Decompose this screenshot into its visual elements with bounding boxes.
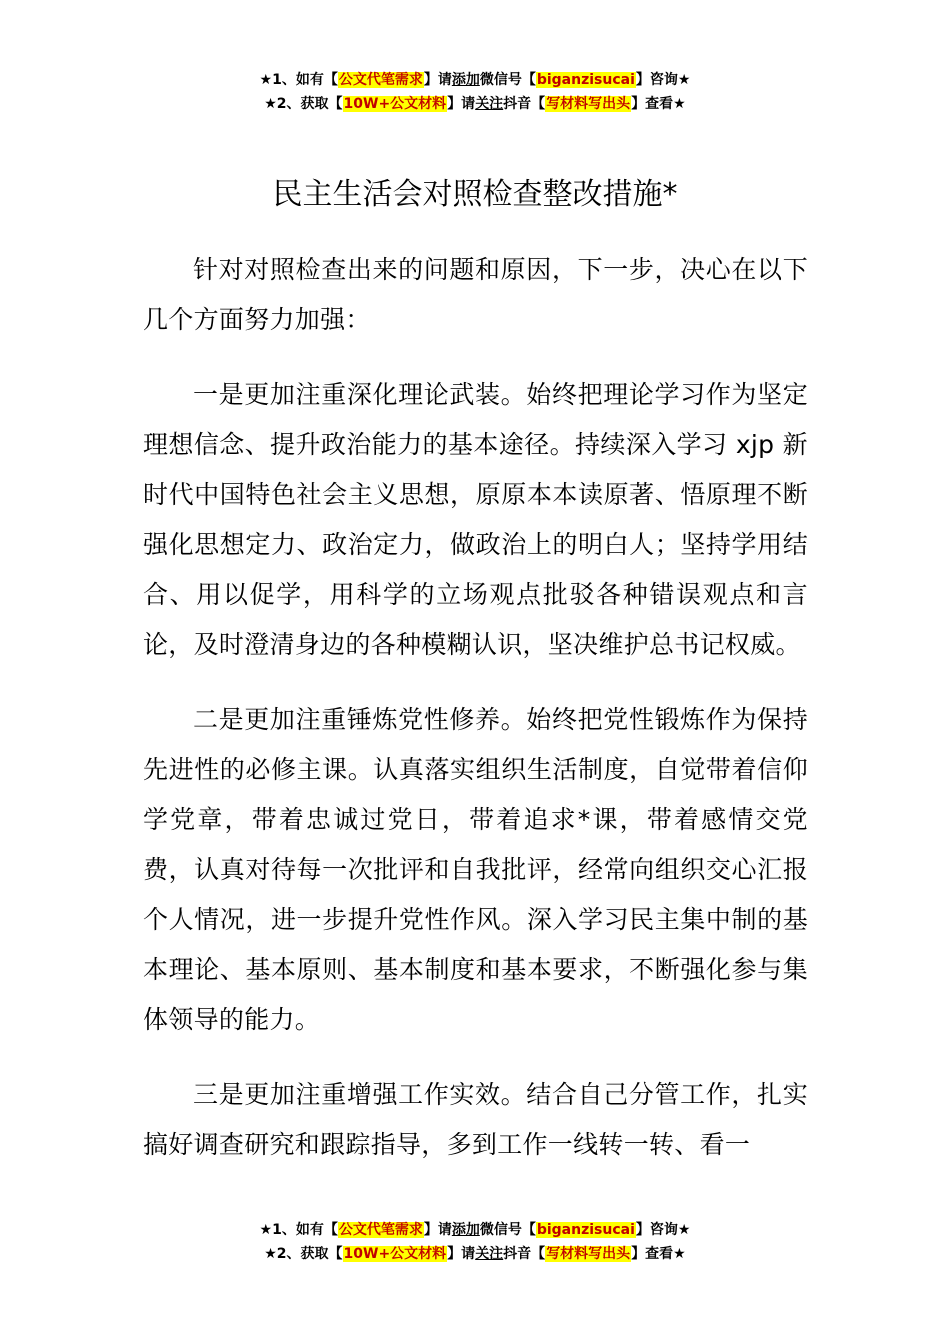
banner-line-2-suffix: 】查看★ xyxy=(631,96,686,112)
bottom-banner-line-2 xyxy=(0,1242,950,1266)
bottom-banner-line-2-mid2: 抖音【 xyxy=(503,1246,546,1262)
banner-line-1 xyxy=(0,68,950,92)
paragraph-three: 三是更加注重增强工作实效。结合自己分管工作，扎实搞好调查研究和跟踪指导，多到工作一线转一转、看一 xyxy=(143,1080,808,1159)
bottom-banner-line-1-highlight-service: 公文代笔需求 xyxy=(338,1222,423,1238)
banner-line-2 xyxy=(0,92,950,116)
banner-line-2-prefix: ★2、获取【 xyxy=(264,96,343,112)
bottom-banner-line-2-underline: 关注 xyxy=(475,1246,504,1262)
document-body xyxy=(143,245,808,1195)
banner-line-1-prefix: ★1、如有【 xyxy=(259,72,338,88)
bottom-banner-line-1-mid2: 微信号【 xyxy=(479,1222,536,1238)
banner-line-2-highlight-douyin: 写材料写出头 xyxy=(546,96,631,112)
bottom-banner-line-2-prefix: ★2、获取【 xyxy=(264,1246,343,1262)
banner-line-2-mid2: 抖音【 xyxy=(503,96,546,112)
bottom-banner-line-2-highlight-douyin: 写材料写出头 xyxy=(546,1246,631,1262)
bottom-banner-line-1-suffix: 】咨询★ xyxy=(635,1222,691,1238)
banner-line-2-mid: 】请 xyxy=(447,96,476,112)
paragraph-one: 一是更加注重深化理论武装。始终把理论学习作为坚定理想信念、提升政治能力的基本途径。持续深入学习 xjp 新时代中国特色社会主义思想，原原本本读原著、悟原理不断强化思想定力、政治定力，做政治上的明白人；坚持学用结合、用以促学，用科学的立场观点批驳各种错误观点和言论，及时澄清身边的各种模糊认识，坚决维护总书记权威。 xyxy=(143,380,808,659)
bottom-banner xyxy=(0,1218,950,1266)
banner-line-2-underline: 关注 xyxy=(475,96,504,112)
bottom-banner-line-1-prefix: ★1、如有【 xyxy=(259,1222,338,1238)
banner-line-1-highlight-wechat: biganzisucai xyxy=(536,72,635,88)
bottom-banner-line-2-suffix: 】查看★ xyxy=(631,1246,686,1262)
banner-line-1-underline: 添加 xyxy=(451,72,480,88)
bottom-banner-line-1-underline: 添加 xyxy=(451,1222,480,1238)
bottom-banner-line-1-highlight-wechat: biganzisucai xyxy=(536,1222,635,1238)
bottom-banner-line-2-mid: 】请 xyxy=(447,1246,476,1262)
banner-line-1-suffix: 】咨询★ xyxy=(635,72,691,88)
banner-line-2-highlight-materials: 10W+公文材料 xyxy=(343,96,447,112)
banner-line-1-mid2: 微信号【 xyxy=(479,72,536,88)
bottom-banner-line-1-mid: 】请 xyxy=(423,1222,452,1238)
paragraph-intro: 针对对照检查出来的问题和原因，下一步，决心在以下几个方面努力加强： xyxy=(143,255,808,334)
paragraph-two: 二是更加注重锤炼党性修养。始终把党性锻炼作为保持先进性的必修主课。认真落实组织生活制度，自觉带着信仰学党章，带着忠诚过党日，带着追求*课，带着感情交党费，认真对待每一次批评和自我批评，经常向组织交心汇报个人情况，进一步提升党性作风。深入学习民主集中制的基本理论、基本原则、基本制度和基本要求，不断强化参与集体领导的能力。 xyxy=(143,705,808,1034)
document-title: 民主生活会对照检查整改措施* xyxy=(272,177,678,212)
bottom-banner-line-2-highlight-materials: 10W+公文材料 xyxy=(343,1246,447,1262)
bottom-banner-line-1 xyxy=(0,1218,950,1242)
banner-line-1-highlight-service: 公文代笔需求 xyxy=(338,72,423,88)
banner-line-1-mid: 】请 xyxy=(423,72,452,88)
top-banner xyxy=(0,68,950,116)
